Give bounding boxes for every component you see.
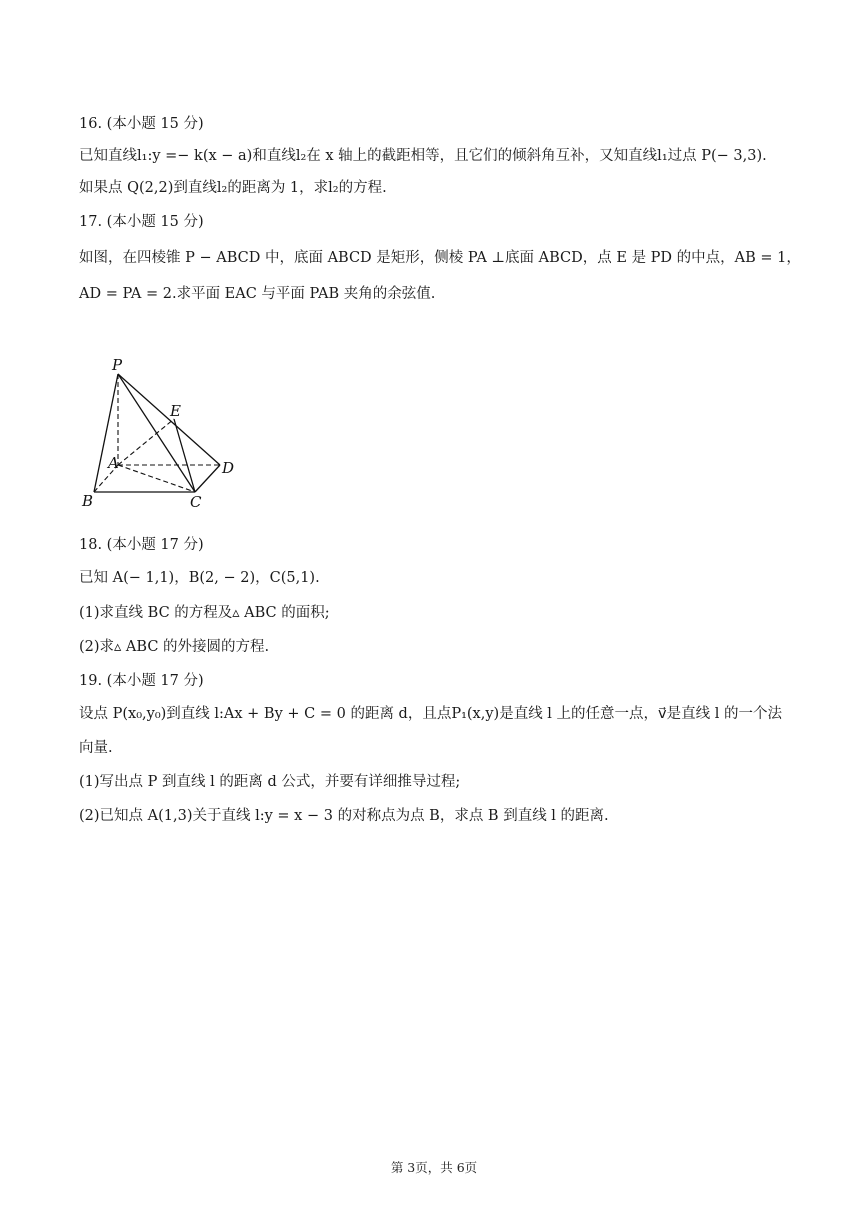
- problem-18-text-line-1: 已知 A(− 1,1)，B(2, − 2)，C(5,1).: [79, 570, 320, 586]
- problem-19-text-line-4: (2)已知点 A(1,3)关于直线 l:y = x − 3 的对称点为点 B，求点 B 到直线 l 的距离.: [79, 808, 609, 824]
- problem-18-header: 18. (本小题 17 分): [79, 537, 204, 553]
- vertex-label-p: P: [112, 356, 123, 374]
- problem-18-text-line-2: (1)求直线 BC 的方程及▵ ABC 的面积;: [79, 605, 330, 621]
- problem-18-text-line-3: (2)求▵ ABC 的外接圆的方程.: [79, 639, 270, 655]
- problem-17-text-line-1: 如图，在四棱锥 P − ABCD 中，底面 ABCD 是矩形，侧棱 PA ⊥底面 ABCD，点 E 是 PD 的中点，AB = 1，: [79, 250, 801, 266]
- problem-16-header: 16. (本小题 15 分): [79, 116, 204, 132]
- problem-17-text-line-2: AD = PA = 2.求平面 EAC 与平面 PAB 夹角的余弦值.: [79, 286, 436, 302]
- pyramid-figure: [70, 352, 250, 512]
- vertex-label-d: D: [222, 459, 235, 477]
- vertex-label-a: A: [108, 454, 119, 472]
- problem-19-text-line-3: (1)写出点 P 到直线 l 的距离 d 公式，并要有详细推导过程;: [79, 774, 461, 790]
- problem-16-text-line-1: 已知直线l₁:y =− k(x − a)和直线l₂在 x 轴上的截距相等，且它们的倾斜角互补，又知直线l₁过点 P(− 3,3).: [79, 148, 767, 164]
- vertex-label-e: E: [170, 402, 181, 420]
- problem-16-text-line-2: 如果点 Q(2,2)到直线l₂的距离为 1，求l₂的方程.: [79, 180, 387, 196]
- problem-17-header: 17. (本小题 15 分): [79, 214, 204, 230]
- problem-19-text-line-1: 设点 P(x₀,y₀)到直线 l:Ax + By + C = 0 的距离 d，且点P₁(x,y)是直线 l 上的任意一点，v⃗是直线 l 的一个法: [79, 706, 782, 722]
- problem-19-header: 19. (本小题 17 分): [79, 673, 204, 689]
- vertex-label-b: B: [82, 492, 94, 510]
- page-footer: 第 3页，共 6页: [390, 1160, 478, 1175]
- problem-19-text-line-2: 向量.: [79, 740, 113, 756]
- vertex-label-c: C: [190, 493, 202, 511]
